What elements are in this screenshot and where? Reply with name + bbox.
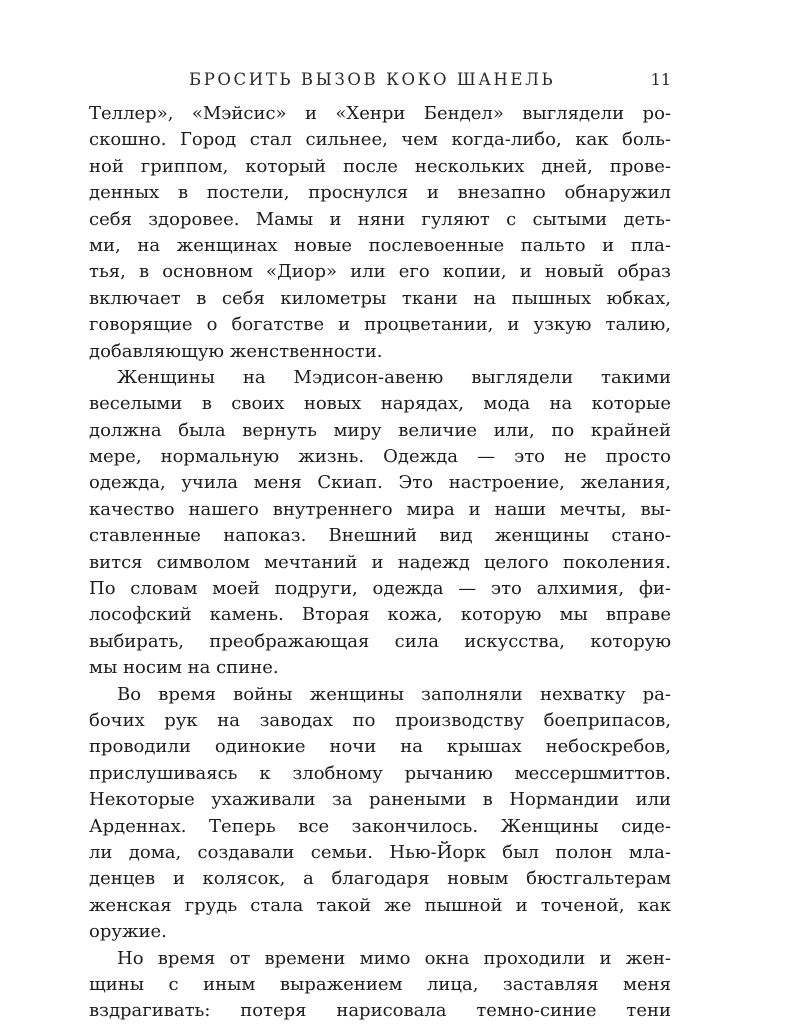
paragraph	[89, 682, 671, 946]
text-line: Во время войны женщины заполняли нехватку ра-	[117, 683, 671, 705]
text-line: одежда, учила меня Скиап. Это настроение, желания,	[89, 472, 671, 494]
text-line: говорящие о богатстве и процветании, и узкую талию,	[89, 314, 671, 336]
text-line: себя здоровее. Мамы и няни гуляют с сытыми деть-	[89, 208, 671, 230]
text-line: ми, на женщинах новые послевоенные пальто и пла-	[89, 234, 671, 256]
text-line: По словам моей подруги, одежда — это алхимия, фи-	[89, 578, 671, 600]
text-line: должна была вернуть миру величие или, по крайней	[89, 419, 671, 441]
text-line: женская грудь стала такой же пышной и точеной, как	[89, 894, 671, 916]
text-line: Арденнах. Теперь все закончилось. Женщины сиде-	[89, 815, 671, 837]
running-title: БРОСИТЬ ВЫЗОВ КОКО ШАНЕЛЬ	[189, 70, 556, 89]
text-line: ной гриппом, который после нескольких дней, прове-	[89, 155, 671, 177]
page-number: 11	[650, 70, 671, 89]
text-line: тья, в основном «Диор» или его копии, и новый образ	[89, 261, 671, 283]
text-line: ли дома, создавали семьи. Нью-Йорк был полон мла-	[89, 841, 671, 863]
text-line: оружие.	[89, 921, 167, 943]
text-line: мы носим на спине.	[89, 657, 279, 679]
paragraph	[89, 101, 671, 365]
text-line: щины с иным выражением лица, заставляя меня	[89, 973, 671, 995]
text-line: Некоторые ухаживали за ранеными в Нормандии или	[89, 789, 671, 811]
text-line: Но время от времени мимо окна проходили и жен-	[117, 947, 671, 969]
text-line: мере, нормальную жизнь. Одежда — это не просто	[89, 446, 671, 468]
paragraph	[89, 946, 671, 1025]
text-line: вится символом мечтаний и надежд целого поколения.	[89, 551, 671, 573]
text-line: ставленные напоказ. Внешний вид женщины стано-	[89, 525, 671, 547]
text-line: лософский камень. Вторая кожа, которую мы вправе	[89, 604, 671, 626]
text-line: качество нашего внутреннего мира и наши мечты, вы-	[89, 498, 671, 520]
text-line: бочих рук на заводах по производству боеприпасов,	[89, 709, 671, 731]
text-line: выбирать, преображающая сила искусства, которую	[89, 630, 671, 652]
text-line: денцев и колясок, а благодаря новым бюстгальтерам	[89, 868, 671, 890]
text-line: Женщины на Мэдисон-авеню выглядели такими	[117, 366, 671, 388]
text-line: проводили одинокие ночи на крышах небоскребов,	[89, 736, 671, 758]
text-line: денных в постели, проснулся и внезапно обнаружил	[89, 182, 671, 204]
text-line: веселыми в своих новых нарядах, мода на которые	[89, 393, 671, 415]
text-line: прислушиваясь к злобному рычанию мессершмиттов.	[89, 762, 671, 784]
running-head	[89, 70, 671, 96]
text-line: вздрагивать: потеря нарисовала темно-синие тени	[89, 1000, 671, 1022]
text-line: скошно. Город стал сильнее, чем когда-либо, как боль-	[89, 129, 671, 151]
paragraph	[89, 365, 671, 682]
text-line: добавляющую женственности.	[89, 340, 383, 362]
body-text	[89, 101, 671, 1025]
text-line: включает в себя километры ткани на пышных юбках,	[89, 287, 671, 309]
text-line: Теллер», «Мэйсис» и «Хенри Бендел» выглядели ро-	[89, 103, 671, 124]
